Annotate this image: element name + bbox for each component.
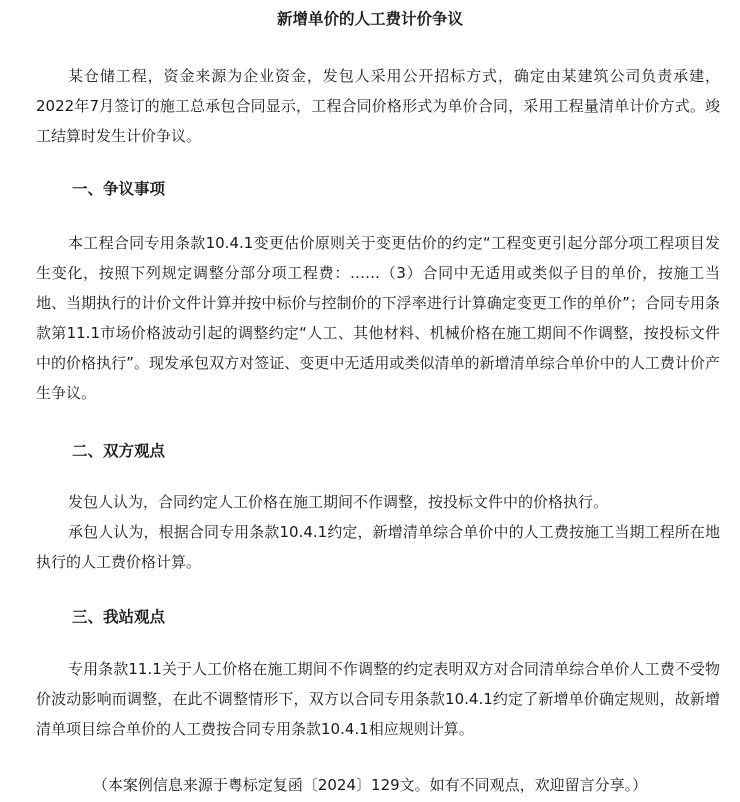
contractor-view-paragraph: 承包人认为，根据合同专用条款10.4.1约定，新增清单综合单价中的人工费按施工当期工程所在地执行的人工费价格计算。 bbox=[36, 523, 720, 571]
our-view-paragraph: 专用条款11.1关于人工价格在施工期间不作调整的约定表明双方对合同清单综合单价人工费不受物价波动影响而调整，在此不调整情形下，双方以合同专用条款10.4.1约定了新增单价确定规则，故新增清单项目综合单价的人工费按合同专用条款10.4.1相应规则计算。 bbox=[36, 660, 720, 738]
intro-paragraph: 某仓储工程，资金来源为企业资金，发包人采用公开招标方式，确定由某建筑公司负责承建，2022年7月签订的施工总承包合同显示，工程合同价格形式为单价合同，采用工程量清单计价方式。竣工结算时发生计价争议。 bbox=[36, 67, 720, 145]
document-title: 新增单价的人工费计价争议 bbox=[276, 10, 463, 28]
source-note: （本案例信息来源于粤标定复函〔2024〕129文。如有不同观点，欢迎留言分享。） bbox=[92, 776, 648, 794]
section-heading-dispute: 一、争议事项 bbox=[72, 180, 166, 198]
section-heading-views: 二、双方观点 bbox=[72, 442, 166, 460]
section-heading-our-view: 三、我站观点 bbox=[72, 608, 166, 626]
employer-view-paragraph: 发包人认为，合同约定人工价格在施工期间不作调整，按投标文件中的价格执行。 bbox=[68, 493, 609, 511]
dispute-paragraph: 本工程合同专用条款10.4.1变更估价原则关于变更估价的约定“工程变更引起分部分项工程项目发生变化，按照下列规定调整分部分项工程费：……（3）合同中无适用或类似子目的单价，按施工当地、当期执行的计价文件计算并按中标价与控制价的下浮率进行计算确定变更工作的单价”；合同专用条款第11.1市场价格波动引起的调整约定“人工、其他材料、机械价格在施工期间不作调整，按投标文件中的价格执行”。现发承包双方对签证、变更中无适用或类似清单的新增清单综合单价中的人工费计价产生争议。 bbox=[36, 234, 720, 402]
